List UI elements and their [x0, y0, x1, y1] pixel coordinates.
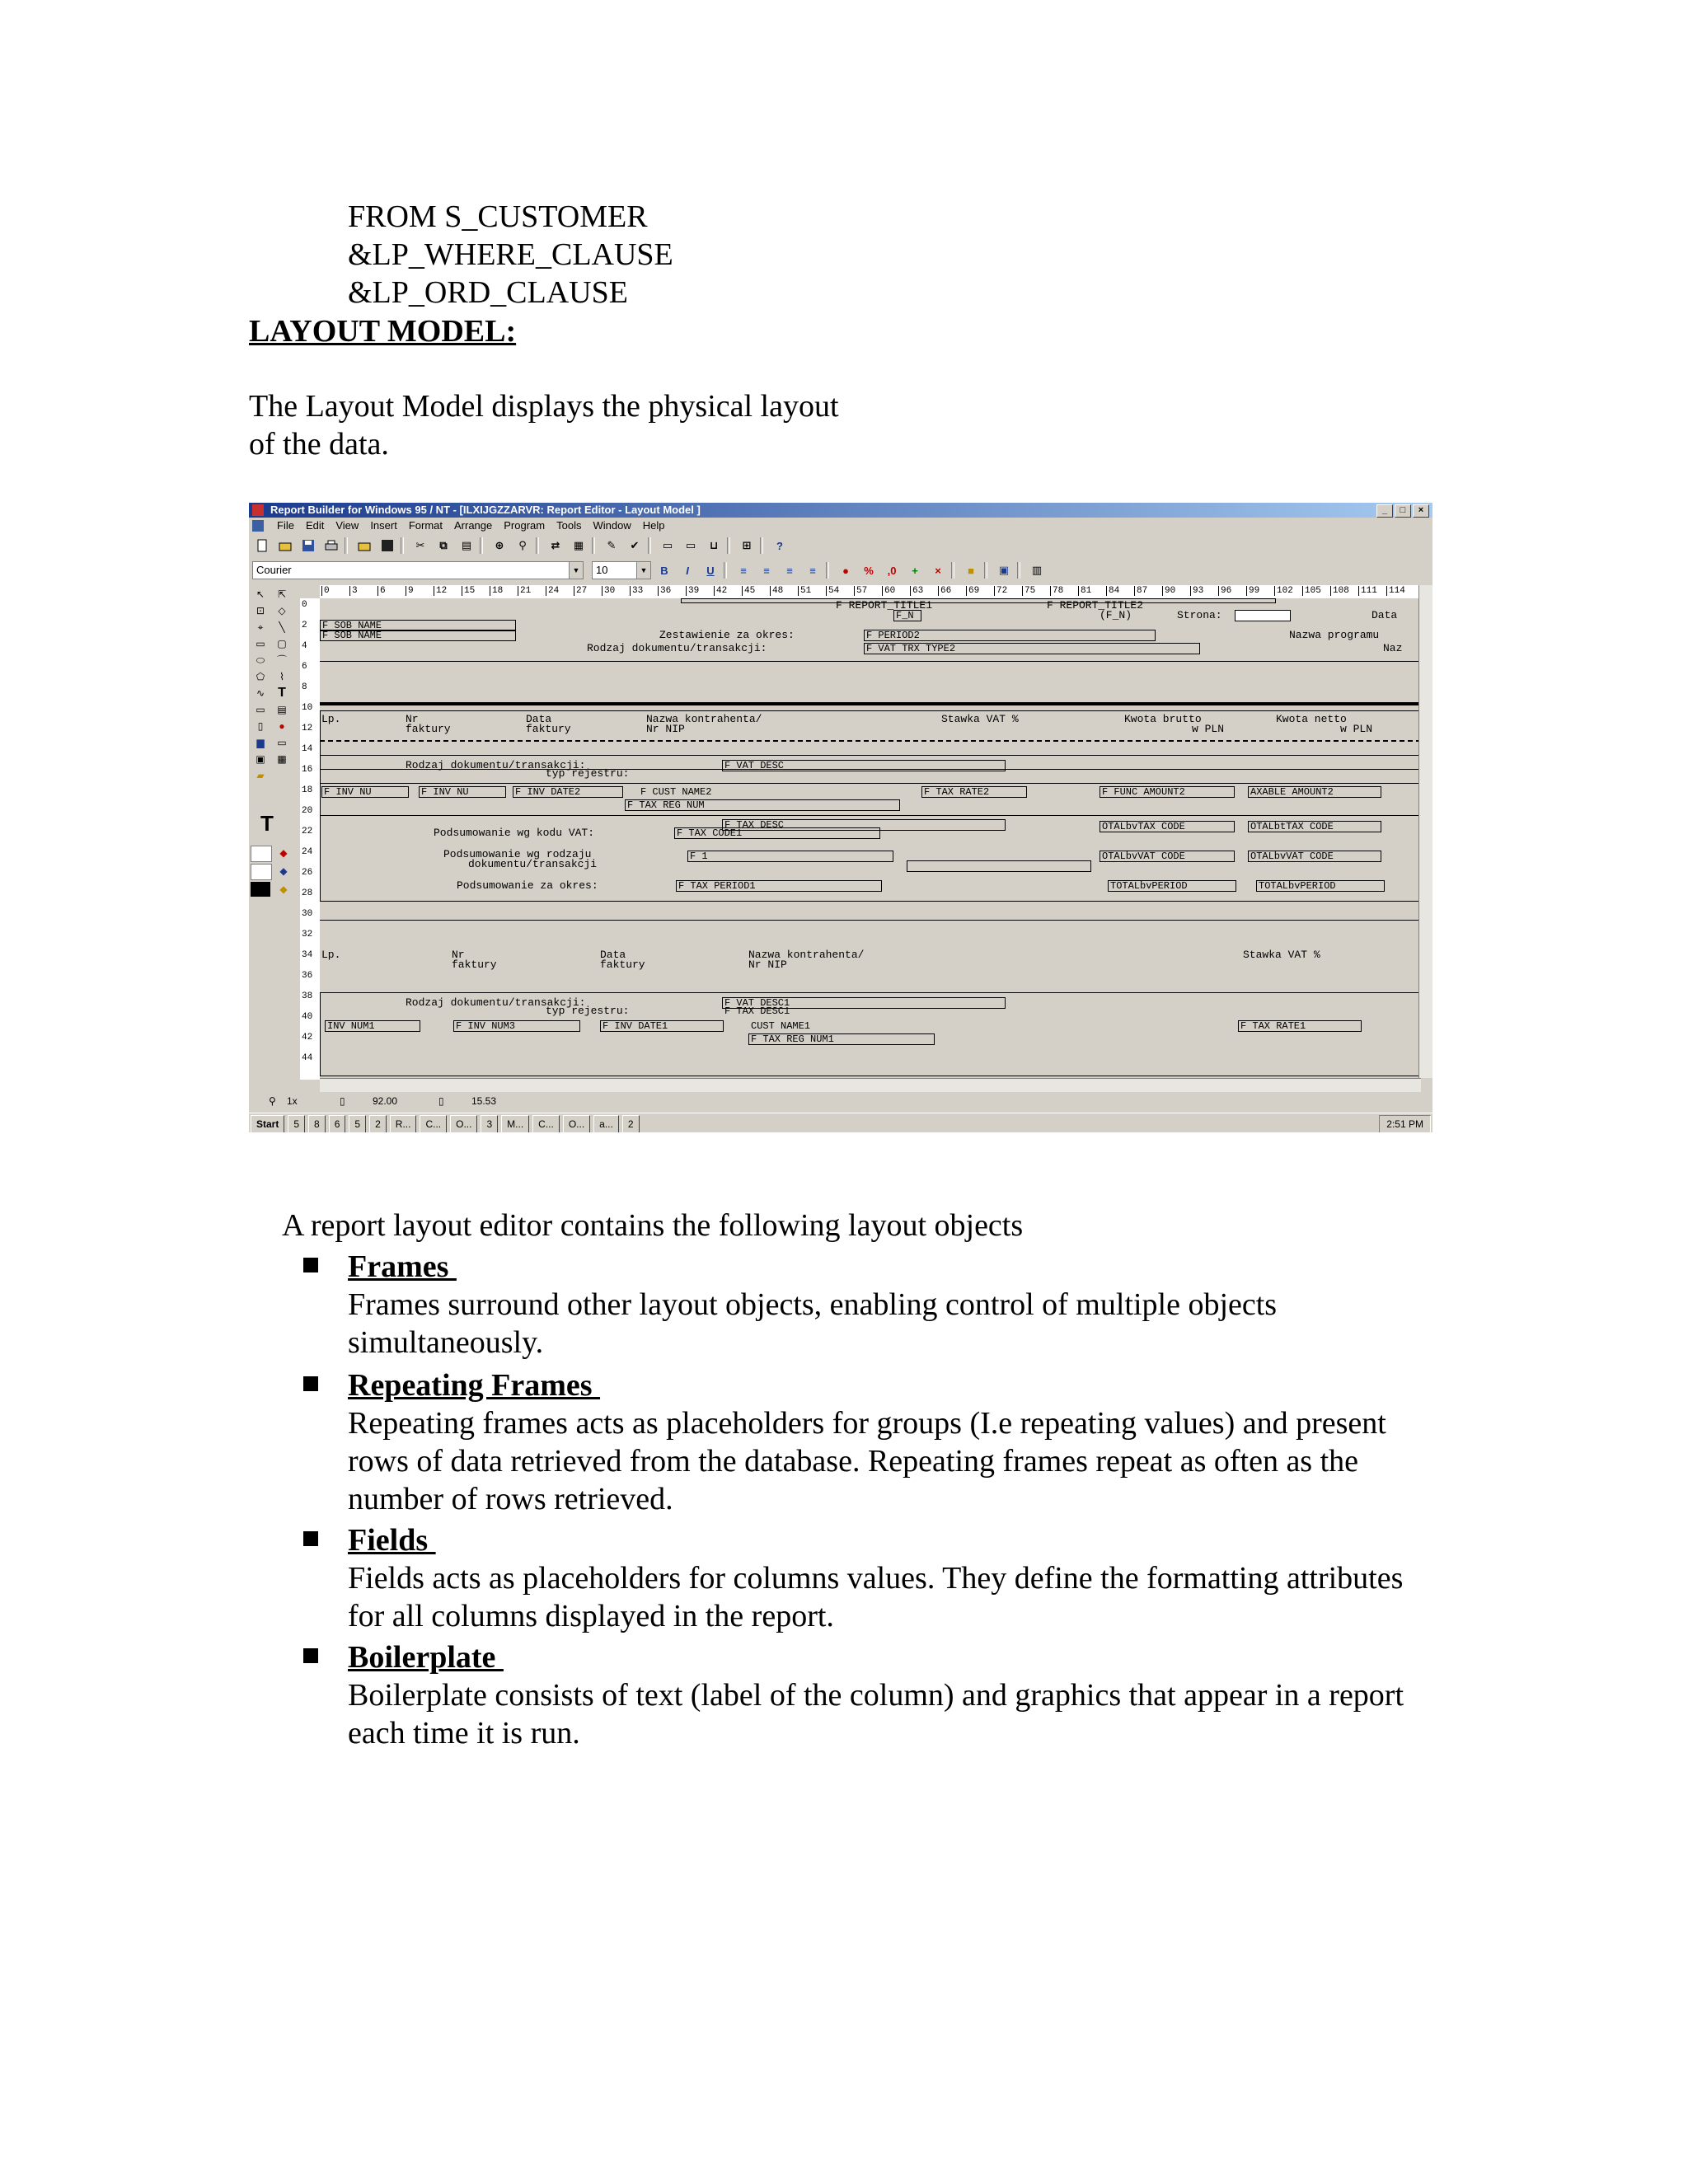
repeating-frame-tool-icon[interactable]: ▤ [277, 704, 287, 715]
taskbar-item[interactable]: 3 [481, 1115, 498, 1132]
align-left-icon[interactable]: ≡ [740, 564, 747, 577]
ruler-tick-label: 90 [1162, 586, 1175, 596]
ruler-tick-label: 4 [302, 641, 307, 651]
frames-title: Frames [348, 1249, 457, 1284]
col-lp-header: Lp. [321, 713, 341, 725]
ruler-tick-label: 6 [377, 586, 386, 596]
text-color-picker-icon[interactable]: ◆ [279, 883, 288, 895]
taskbar-item[interactable]: 5 [349, 1115, 366, 1132]
text-color-swatch[interactable] [251, 882, 270, 897]
inv-num1-field[interactable]: INV NUM1 [325, 1020, 420, 1032]
close-button[interactable]: × [1413, 504, 1429, 518]
ole-tool-icon[interactable]: ▣ [256, 753, 265, 765]
inv-num-field-1[interactable]: F INV NU [321, 786, 409, 798]
total-vat-code2-field[interactable]: OTALbvVAT CODE [1248, 851, 1381, 862]
ruler-tick-label: 24 [546, 586, 559, 596]
help-icon[interactable]: ? [776, 539, 783, 552]
align-right-icon[interactable]: ≡ [786, 564, 793, 577]
format-toolbar [249, 559, 1432, 582]
naz-label: Naz [1383, 642, 1403, 654]
tax-reg-num-field[interactable]: F TAX REG NUM [625, 799, 900, 811]
taskbar-item[interactable]: 8 [308, 1115, 326, 1132]
section-heading: LAYOUT MODEL: [249, 314, 517, 349]
section2-faktury-header: faktury [452, 958, 497, 971]
total-period2-field[interactable]: TOTALbvPERIOD [1256, 880, 1385, 892]
taskbar-item[interactable]: O... [450, 1115, 477, 1132]
menu-edit[interactable]: Edit [305, 519, 325, 532]
remove-decimal-icon[interactable]: × [935, 564, 941, 577]
font-size-select[interactable] [592, 561, 651, 579]
menu-tools[interactable]: Tools [556, 519, 582, 532]
pencil-icon[interactable]: ✎ [607, 539, 617, 551]
tax-period1-field[interactable]: F TAX PERIOD1 [676, 880, 882, 892]
ruler-tick-label: 0 [321, 586, 330, 596]
commas-icon[interactable]: ,0 [887, 564, 897, 577]
ruler-tick-label: 10 [302, 703, 313, 713]
taskbar-item[interactable]: 5 [288, 1115, 305, 1132]
data-model-icon[interactable]: ⇄ [551, 539, 560, 551]
inv-date1-field[interactable]: F INV DATE1 [600, 1020, 724, 1032]
sql-line-order: &LP_ORD_CLAUSE [348, 275, 628, 310]
taxable-amount2-field[interactable]: AXABLE AMOUNT2 [1248, 786, 1381, 798]
cust-name1-field[interactable]: CUST NAME1 [751, 1020, 811, 1032]
bullet-icon [303, 1258, 318, 1272]
bullet-icon [303, 1531, 318, 1546]
font-size-value: 10 [596, 564, 608, 576]
ruler-tick-label: 9 [406, 586, 414, 596]
ruler-tick-label: 27 [574, 586, 587, 596]
fields-description: Fields acts as placeholders for columns values. They define the formatting attributes for all columns displayed in the report. [348, 1561, 1404, 1633]
tax-desc-field[interactable]: F TAX DESC [722, 819, 1006, 831]
inv-num3-field[interactable]: F INV NUM3 [453, 1020, 580, 1032]
section2-data-header: Data [600, 949, 626, 961]
ruler-tick-label: 108 [1330, 586, 1349, 596]
ruler-tick-label: 33 [630, 586, 643, 596]
horizontal-ruler [320, 585, 1421, 599]
menu-bar [249, 518, 1432, 534]
underline-button[interactable]: U [706, 564, 715, 577]
ruler-tick-label: 84 [1106, 586, 1119, 596]
section2-customer-header: Nazwa kontrahenta/ [748, 949, 865, 961]
menu-file[interactable]: File [277, 519, 294, 532]
ruler-tick-label: 12 [302, 724, 313, 733]
run-icon[interactable]: ⊕ [495, 539, 504, 551]
system-tray-clock: 2:51 PM [1379, 1115, 1431, 1132]
ruler-tick-label: 14 [302, 744, 313, 754]
taskbar-item[interactable]: C... [420, 1115, 447, 1132]
preview-icon[interactable]: ▣ [998, 564, 1010, 576]
ruler-tick-label: 36 [302, 971, 313, 981]
x-coord-icon: ▯ [340, 1095, 345, 1107]
menu-window[interactable]: Window [593, 519, 631, 532]
inv-num-field-2[interactable]: F INV NU [419, 786, 506, 798]
fill-color-icon[interactable]: ◆ [279, 847, 288, 859]
ruler-tick-label: 66 [938, 586, 951, 596]
ruler-tick-label: 18 [490, 586, 503, 596]
taskbar-item[interactable]: R... [390, 1115, 417, 1132]
ruler-tick-label: 20 [302, 806, 313, 816]
period-label: Zestawienie za okres: [659, 629, 795, 641]
f1-field[interactable]: F 1 [687, 851, 893, 862]
text-tool-icon[interactable]: T [278, 686, 286, 700]
period2-field[interactable]: F PERIOD2 [864, 630, 1156, 641]
y-coordinate: 15.53 [471, 1095, 497, 1107]
col-gross-unit: w PLN [1192, 723, 1225, 735]
bullet-icon [303, 1376, 318, 1391]
col-data-header: Data [526, 713, 552, 725]
taskbar-item[interactable]: 2 [622, 1115, 640, 1132]
polyline-tool-icon[interactable]: ⌇ [279, 671, 284, 682]
ruler-tick-label: 6 [302, 662, 307, 672]
vat-trx-type-field[interactable]: F VAT TRX TYPE2 [864, 643, 1200, 654]
intro-paragraph [249, 387, 991, 463]
section2-nip-header: Nr NIP [748, 958, 787, 971]
total-vat-code-field[interactable]: OTALbvVAT CODE [1100, 851, 1235, 862]
sql-line-where: &LP_WHERE_CLAUSE [348, 237, 673, 272]
field-tool-icon[interactable]: ▯ [257, 720, 264, 732]
ruler-tick-label: 99 [1246, 586, 1259, 596]
ruler-tick-label: 40 [302, 1012, 313, 1022]
button-tool-icon[interactable]: ▭ [277, 737, 287, 748]
ruler-tick-label: 63 [910, 586, 923, 596]
doc-type-label: Rodzaj dokumentu/transakcji: [406, 759, 586, 771]
minimize-button[interactable]: _ [1376, 504, 1393, 518]
header-frame[interactable] [681, 598, 1276, 603]
ruler-tick-label: 15 [462, 586, 475, 596]
currency-icon[interactable]: ● [842, 564, 849, 577]
ruler-tick-label: 34 [302, 950, 313, 960]
boilerplate-title: Boilerplate [348, 1640, 504, 1675]
status-bar [249, 1091, 1432, 1111]
font-name-select[interactable] [252, 561, 584, 579]
menu-format[interactable]: Format [408, 519, 443, 532]
zoom-icon[interactable]: ⚲ [269, 1095, 276, 1107]
func-amount2-field[interactable]: F FUNC AMOUNT2 [1100, 786, 1235, 798]
field-tool-icon[interactable]: ▭ [685, 539, 696, 551]
section2-doc-type-label: Rodzaj dokumentu/transakcji: [406, 996, 586, 1009]
line-tool-icon[interactable]: ╲ [279, 621, 285, 633]
ruler-tick-label: 28 [302, 888, 313, 898]
taskbar-item[interactable]: 2 [369, 1115, 387, 1132]
lock-icon[interactable]: ■ [968, 564, 974, 577]
menu-help[interactable]: Help [642, 519, 665, 532]
arc-tool-icon[interactable]: ⌒ [276, 654, 287, 666]
menu-arrange[interactable]: Arrange [454, 519, 493, 532]
section2-data-faktury-header: faktury [600, 958, 645, 971]
section2-register-label: typ rejestru: [546, 1005, 630, 1017]
ruler-tick-label: 93 [1190, 586, 1203, 596]
grid-icon[interactable]: ▥ [1031, 564, 1043, 576]
ruler-tick-label: 30 [302, 909, 313, 919]
chart-tool-icon[interactable]: ▆ [256, 737, 265, 748]
line-color-swatch[interactable] [251, 864, 272, 880]
zoom-icon[interactable]: ⚲ [518, 539, 527, 551]
ruler-tick-label: 22 [302, 827, 313, 837]
col-vat-rate-header: Stawka VAT % [941, 713, 1019, 725]
section2-lp-header: Lp. [321, 949, 341, 961]
new-icon[interactable] [252, 537, 272, 555]
col-gross-header: Kwota brutto [1124, 713, 1202, 725]
vertical-scrollbar[interactable] [1418, 585, 1432, 1078]
summary-period-label: Podsumowanie za okres: [457, 879, 598, 892]
summary-vat-code-label: Podsumowanie wg kodu VAT: [434, 827, 595, 839]
repeating-frames-title: Repeating Frames [348, 1368, 601, 1403]
percent-button[interactable]: % [864, 564, 874, 577]
layout-model-icon[interactable]: ▦ [573, 539, 584, 551]
chevron-down-icon: ▼ [636, 562, 650, 579]
link-file-tool-icon[interactable]: ● [279, 720, 285, 732]
fields-title: Fields [348, 1523, 436, 1558]
boilerplate-description: Boilerplate consists of text (label of the column) and graphics that appear in a report each time it is run. [348, 1678, 1404, 1750]
vat-desc-field[interactable]: F VAT DESC [722, 760, 1006, 771]
cut-icon[interactable]: ✂ [415, 539, 425, 551]
vat-desc1-field[interactable]: F VAT DESC1 [722, 997, 1006, 1009]
col-net-unit: w PLN [1340, 723, 1373, 735]
text-color-icon[interactable]: T [260, 811, 274, 836]
report-title2-field[interactable]: F REPORT_TITLE2 [1047, 599, 1144, 612]
register-type-label: typ rejestru: [546, 767, 630, 780]
x-coordinate: 92.00 [373, 1095, 398, 1107]
ruler-tick-label: 12 [434, 586, 447, 596]
frame-tool-icon[interactable]: ▭ [662, 539, 673, 551]
reshape-tool-icon[interactable]: ⌖ [257, 621, 264, 633]
section2-vat-rate-header: Stawka VAT % [1243, 949, 1320, 961]
report-builder-screenshot [249, 503, 1432, 1132]
document-icon [252, 520, 264, 532]
ole-object-icon[interactable]: ▦ [277, 753, 287, 765]
select-tool-icon[interactable]: ↖ [256, 588, 265, 600]
ruler-tick-label: 87 [1134, 586, 1147, 596]
page-counter-field[interactable] [1235, 610, 1291, 621]
inv-date2-field[interactable]: F INV DATE2 [513, 786, 623, 798]
menu-program[interactable]: Program [504, 519, 546, 532]
intro-line-2: of the data. [249, 427, 389, 462]
col-faktury-header: faktury [406, 723, 451, 735]
ruler-tick-label: 38 [302, 991, 313, 1001]
main-toolbar [249, 534, 1432, 557]
ruler-tick-label: 16 [302, 765, 313, 775]
maximize-button[interactable]: □ [1395, 504, 1411, 518]
taskbar-item[interactable]: 6 [329, 1115, 346, 1132]
ruler-tick-label: 75 [1022, 586, 1035, 596]
polygon-tool-icon[interactable]: ⬠ [256, 671, 265, 682]
fill-color-swatch[interactable] [251, 846, 272, 862]
frame-select-icon[interactable]: ⊡ [256, 605, 265, 616]
ellipse-tool-icon[interactable]: ⬭ [256, 654, 265, 666]
ruler-tick-label: 69 [966, 586, 979, 596]
ruler-tick-label: 36 [658, 586, 671, 596]
taskbar-item[interactable]: C... [532, 1115, 560, 1132]
save-icon[interactable] [298, 537, 318, 555]
date-label: Data [1372, 609, 1398, 621]
ruler-tick-label: 39 [686, 586, 699, 596]
bullet-icon [303, 1648, 318, 1663]
sob-name-field-1[interactable]: F SOB NAME [320, 620, 516, 631]
start-button[interactable]: Start [251, 1115, 284, 1132]
objects-intro: A report layout editor contains the following layout objects [282, 1208, 1024, 1243]
italic-button[interactable]: I [686, 564, 689, 577]
ruler-tick-label: 45 [742, 586, 755, 596]
page-total-field[interactable]: (F_N) [1100, 609, 1132, 621]
rotate-tool-icon[interactable]: ◇ [278, 605, 286, 616]
ruler-tick-label: 78 [1050, 586, 1063, 596]
ruler-tick-label: 96 [1218, 586, 1231, 596]
cust-name2-field[interactable]: F CUST NAME2 [640, 786, 712, 798]
menu-insert[interactable]: Insert [370, 519, 397, 532]
col-nip-header: Nr NIP [646, 723, 685, 735]
ruler-tick-label: 18 [302, 785, 313, 795]
col-net-header: Kwota netto [1276, 713, 1347, 725]
col-data-faktury-header: faktury [526, 723, 571, 735]
ruler-tick-label: 30 [602, 586, 615, 596]
ruler-tick-label: 32 [302, 930, 313, 940]
report-title1-field[interactable]: F REPORT_TITLE1 [836, 599, 933, 612]
ruler-tick-label: 102 [1274, 586, 1293, 596]
ruler-tick-label: 105 [1302, 586, 1321, 596]
bold-button[interactable]: B [660, 564, 668, 577]
tax-rate1-field[interactable]: F TAX RATE1 [1238, 1020, 1362, 1032]
check-icon[interactable]: ✔ [630, 539, 640, 551]
open-icon[interactable] [275, 537, 295, 555]
ruler-tick-label: 24 [302, 847, 313, 857]
magic-tool-icon[interactable]: ⇱ [277, 588, 287, 600]
frame-tool-icon[interactable]: ▭ [256, 704, 265, 715]
paste-icon[interactable]: ▤ [461, 539, 472, 551]
open-folder-icon[interactable] [354, 537, 374, 555]
window-titlebar [249, 503, 1432, 518]
font-name-value: Courier [256, 564, 292, 576]
app-icon [252, 504, 264, 516]
link-tool-icon[interactable]: ⊔ [709, 539, 719, 551]
chevron-down-icon: ▼ [569, 562, 583, 579]
ruler-tick-label: 72 [994, 586, 1007, 596]
ruler-tick-label: 2 [302, 621, 307, 630]
ruler-tick-label: 8 [302, 682, 307, 692]
y-coord-icon: ▯ [438, 1095, 444, 1107]
line-color-icon[interactable]: ◆ [279, 865, 288, 877]
ruler-tick-label: 111 [1358, 586, 1377, 596]
summary-doc-type-label-2: dokumentu/transakcji [468, 858, 598, 870]
justify-icon[interactable]: ≡ [809, 564, 816, 577]
ruler-tick-label: 48 [770, 586, 783, 596]
col-customer-header: Nazwa kontrahenta/ [646, 713, 762, 725]
total-period-field[interactable]: TOTALbvPERIOD [1108, 880, 1236, 892]
tax-code1-field[interactable]: F TAX CODE1 [674, 827, 880, 839]
freehand-tool-icon[interactable]: ∿ [256, 687, 265, 699]
ruler-tick-label: 57 [854, 586, 867, 596]
col-nr-header: Nr [406, 713, 419, 725]
windows-taskbar [249, 1113, 1432, 1132]
ruler-tick-label: 42 [714, 586, 727, 596]
total-tax-code2-field[interactable]: OTALbtTAX CODE [1248, 821, 1381, 832]
ruler-tick-label: 3 [349, 586, 358, 596]
add-decimal-icon[interactable]: + [912, 564, 918, 577]
intro-line-1: The Layout Model displays the physical layout [249, 389, 839, 424]
transaction-type-label: Rodzaj dokumentu/transakcji: [587, 642, 767, 654]
page-number-field[interactable]: F_N [893, 610, 921, 621]
ruler-tick-label: 54 [826, 586, 839, 596]
align-icon[interactable]: ⊞ [742, 539, 752, 551]
ruler-tick-label: 81 [1078, 586, 1091, 596]
ruler-tick-label: 60 [882, 586, 895, 596]
anchor-tool-icon[interactable]: ▰ [256, 770, 265, 781]
ruler-tick-label: 26 [302, 868, 313, 878]
summary-doc-type-label-1: Podsumowanie wg rodzaju [443, 848, 592, 860]
taskbar-item[interactable]: M... [501, 1115, 529, 1132]
window-title: Report Builder for Windows 95 / NT - [ILXIJGZZARVR: Report Editor - Layout Model ] [270, 504, 701, 516]
rounded-rect-tool-icon[interactable]: ▢ [277, 638, 287, 649]
ruler-tick-label: 42 [302, 1033, 313, 1043]
vertical-ruler [300, 598, 321, 1080]
copy-icon[interactable]: ⧉ [439, 539, 448, 551]
repeating-frames-description: Repeating frames acts as placeholders for groups (I.e repeating values) and present rows of data retrieved from the database. Repeating frames repeat as often as the number of rows retrieved. [348, 1406, 1386, 1516]
taskbar-item[interactable]: O... [563, 1115, 590, 1132]
tool-palette [249, 585, 302, 1088]
total-tax-code-field[interactable]: OTALbvTAX CODE [1100, 821, 1235, 832]
blank-summary-field[interactable] [907, 860, 1091, 872]
section2-nr-header: Nr [452, 949, 465, 961]
print-icon[interactable] [321, 537, 341, 555]
ruler-tick-label: 0 [302, 600, 307, 610]
tax-desc1-field[interactable]: F TAX DESC1 [724, 1005, 790, 1017]
zoom-level: 1x [287, 1095, 298, 1107]
layout-canvas[interactable] [320, 598, 1421, 1080]
ruler-tick-label: 44 [302, 1053, 313, 1063]
program-name-label: Nazwa programu [1289, 629, 1380, 641]
horizontal-scrollbar[interactable] [320, 1078, 1421, 1092]
sob-name-field-2[interactable]: F SOB NAME [320, 630, 516, 641]
ruler-tick-label: 114 [1386, 586, 1405, 596]
menu-view[interactable]: View [335, 519, 359, 532]
page-label: Strona: [1177, 609, 1222, 621]
tax-rate2-field[interactable]: F TAX RATE2 [921, 786, 1027, 798]
disk-icon[interactable] [377, 537, 397, 555]
taskbar-item[interactable]: a... [593, 1115, 619, 1132]
body-separator [320, 702, 1421, 705]
align-center-icon[interactable]: ≡ [763, 564, 770, 577]
ruler-tick-label: 51 [798, 586, 811, 596]
frames-description: Frames surround other layout objects, enabling control of multiple objects simultaneously. [348, 1287, 1278, 1360]
ruler-tick-label: 21 [518, 586, 531, 596]
tax-reg-num1-field[interactable]: F TAX REG NUM1 [748, 1033, 935, 1045]
sql-line-from: FROM S_CUSTOMER [348, 199, 648, 234]
rectangle-tool-icon[interactable]: ▭ [256, 638, 265, 649]
